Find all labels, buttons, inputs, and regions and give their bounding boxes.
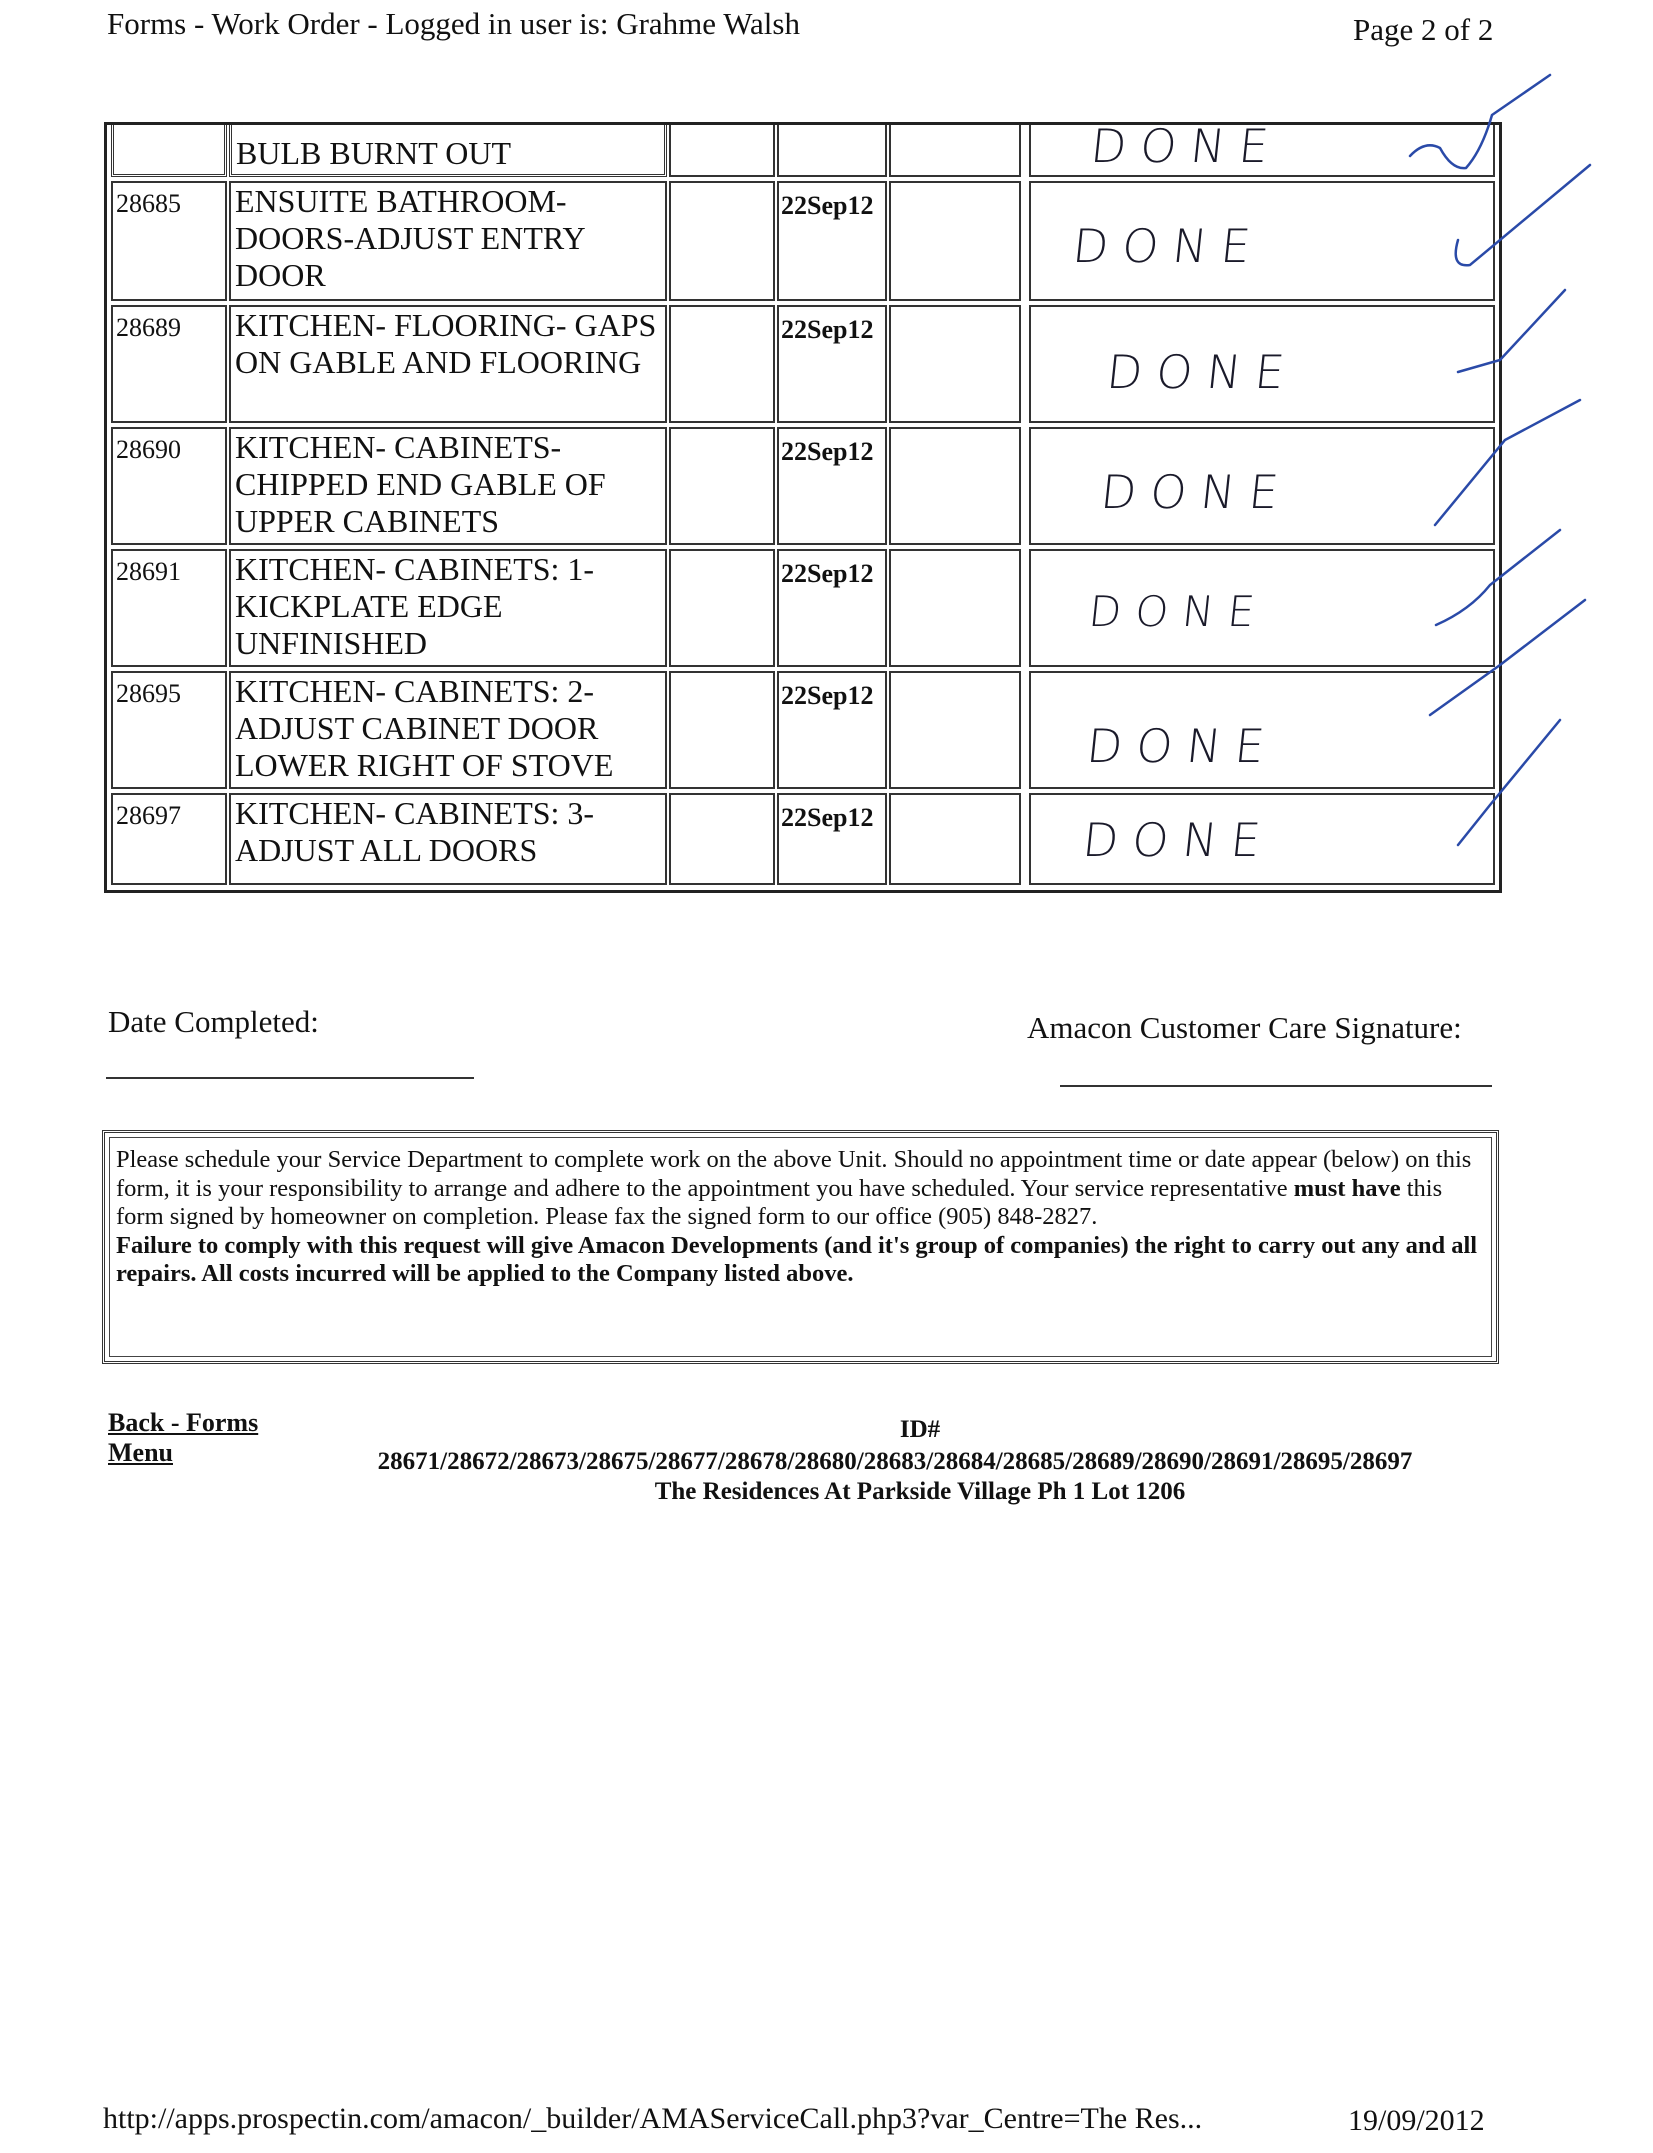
id-list: 28671/28672/28673/28675/28677/28678/28680/28683/28684/28685/28689/28690/28691/28695/28697 — [377, 1448, 1413, 1475]
check-mark-icon — [1456, 165, 1590, 265]
signature-line — [1060, 1085, 1492, 1087]
check-mark-icon — [1410, 75, 1550, 168]
id-cell: 28690 — [111, 427, 227, 545]
check-mark-icon — [1458, 720, 1560, 845]
check-mark-icon — [1458, 290, 1565, 372]
handwritten-status: DONE — [1084, 719, 1281, 773]
print-date: 19/09/2012 — [1348, 2104, 1485, 2137]
description-cell: KITCHEN- FLOORING- GAPS ON GABLE AND FLOORING — [229, 305, 667, 423]
check-mark-icon — [1436, 530, 1560, 625]
signature-label: Amacon Customer Care Signature: — [1027, 1010, 1462, 1045]
date-cell: 22Sep12 — [777, 305, 887, 423]
check-mark-icon — [1435, 400, 1580, 525]
id-cell: 28691 — [111, 549, 227, 667]
handwritten-status: DONE — [1104, 345, 1301, 399]
id-cell: 28689 — [111, 305, 227, 423]
date-cell: 22Sep12 — [777, 549, 887, 667]
notice-box — [102, 1130, 1499, 1364]
handwritten-status: DONE — [1086, 587, 1271, 636]
date-cell: 22Sep12 — [777, 181, 887, 301]
back-forms-menu-link[interactable]: Back - Forms Menu — [108, 1408, 259, 1467]
warning-text: Failure to comply with this request will give Amacon Developments (and it's group of companies) the right to carry out any and all repairs. All costs incurred will be applied to the Company listed above. — [116, 1231, 1478, 1287]
handwritten-status: DONE — [1080, 813, 1277, 867]
description-cell: KITCHEN- CABINETS- CHIPPED END GABLE OF UPPER CABINETS — [229, 427, 667, 545]
handwritten-status: DONE — [1070, 219, 1267, 273]
id-cell: 28697 — [111, 793, 227, 885]
description-cell: KITCHEN- CABINETS: 1- KICKPLATE EDGE UNFINISHED — [229, 549, 667, 667]
notice-text: Please schedule your Service Department to complete work on the above Unit. Should no appointment time or date appear (below) on this form, it is your responsibility to arrange and adhere to the appointment you have scheduled. Your service representative must have this form signed by homeowner on completion. Please fax the signed form to our office (905) 848-2827. Failure to comply with this request will give Amacon Developments (and it's group of companies) the right to carry out any and all repairs. All costs incurred will be applied to the Company listed above. — [109, 1137, 1492, 1357]
date-completed-line — [106, 1077, 474, 1079]
handwritten-status: DONE — [1098, 465, 1295, 519]
date-cell: 22Sep12 — [777, 671, 887, 789]
date-completed-label: Date Completed: — [108, 1004, 319, 1039]
date-cell: 22Sep12 — [777, 793, 887, 885]
date-cell: 22Sep12 — [777, 427, 887, 545]
page-number: Page 2 of 2 — [1353, 12, 1494, 47]
location-line: The Residences At Parkside Village Ph 1 Lot 1206 — [654, 1478, 1186, 1505]
handwritten-status: DONE — [1088, 119, 1285, 173]
description-cell: KITCHEN- CABINETS: 2- ADJUST CABINET DOOR LOWER RIGHT OF STOVE — [229, 671, 667, 789]
id-cell: 28695 — [111, 671, 227, 789]
page-header-title: Forms - Work Order - Logged in user is: Grahme Walsh — [107, 6, 800, 41]
print-url: http://apps.prospectin.com/amacon/_builder/AMAServiceCall.php3?var_Centre=The Res... — [103, 2102, 1203, 2135]
id-cell: 28685 — [111, 181, 227, 301]
description-cell: BULB BURNT OUT — [229, 125, 667, 177]
description-cell: ENSUITE BATHROOM- DOORS-ADJUST ENTRY DOOR — [229, 181, 667, 301]
id-label: ID# — [899, 1416, 941, 1443]
description-cell: KITCHEN- CABINETS: 3- ADJUST ALL DOORS — [229, 793, 667, 885]
